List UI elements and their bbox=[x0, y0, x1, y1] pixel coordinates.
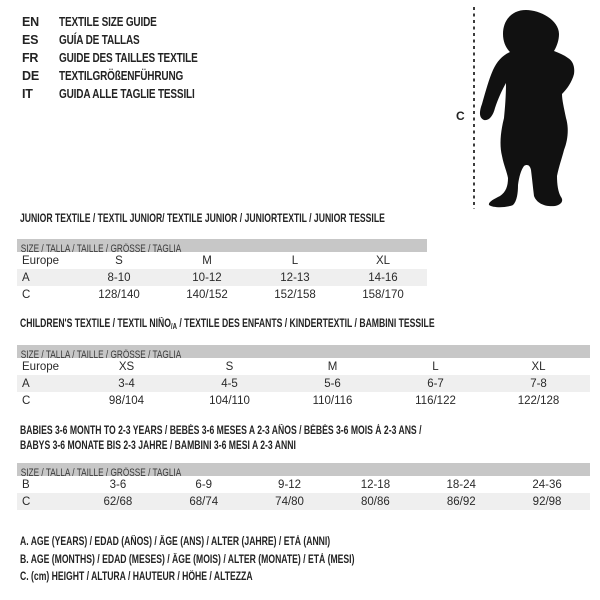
table-title-line bbox=[20, 317, 435, 334]
row-label: Europe bbox=[22, 360, 60, 373]
language-code: FR bbox=[22, 51, 39, 65]
table-row bbox=[17, 358, 590, 375]
title-text: / TEXTILE DES ENFANTS / KINDERTEXTIL / BAMBINI TESSILE bbox=[176, 318, 435, 330]
size-cell: 6-9 bbox=[195, 478, 213, 491]
row-label: A bbox=[22, 377, 30, 390]
title-text: JUNIOR TEXTILE / TEXTIL JUNIOR/ TEXTILE JUNIOR / JUNIORTEXTIL / JUNIOR TESSILE bbox=[20, 213, 385, 225]
size-header-bar bbox=[17, 463, 590, 476]
size-cell: 3-6 bbox=[109, 478, 127, 491]
size-cell: 62/68 bbox=[103, 495, 133, 508]
size-header-bar bbox=[17, 239, 427, 252]
size-header-bar bbox=[17, 345, 590, 358]
size-cell: S bbox=[115, 254, 123, 267]
language-title: TEXTILE SIZE GUIDE bbox=[59, 15, 157, 29]
table-title-line bbox=[20, 439, 421, 454]
size-cell: 10-12 bbox=[192, 271, 222, 284]
title-text: BABYS 3-6 MONATE BIS 2-3 JAHRE / BAMBINI 3-6 MESI A 2-3 ANNI bbox=[20, 440, 296, 452]
row-label: A bbox=[22, 271, 30, 284]
row-label: C bbox=[22, 394, 31, 407]
size-header-label: SIZE / TALLA / TAILLE / GRÖSSE / TAGLIA bbox=[20, 349, 182, 358]
size-table bbox=[17, 252, 427, 303]
table-block bbox=[17, 463, 590, 510]
table-row bbox=[17, 375, 590, 392]
size-table bbox=[17, 476, 590, 510]
language-row bbox=[22, 31, 232, 49]
table-title-line bbox=[20, 424, 421, 439]
table-row bbox=[17, 252, 427, 269]
size-cell: 110/116 bbox=[312, 394, 353, 407]
table-title bbox=[20, 212, 506, 227]
size-cell: 7-8 bbox=[530, 377, 547, 390]
language-row bbox=[22, 49, 232, 67]
size-header-label: SIZE / TALLA / TAILLE / GRÖSSE / TAGLIA bbox=[20, 467, 182, 476]
size-cell: 3-4 bbox=[118, 377, 135, 390]
size-cell: 4-5 bbox=[221, 377, 238, 390]
height-label: C bbox=[456, 109, 465, 123]
language-row bbox=[22, 13, 232, 31]
footnotes bbox=[20, 534, 466, 587]
language-list bbox=[22, 13, 232, 103]
language-row bbox=[22, 67, 232, 85]
size-cell: 98/104 bbox=[108, 394, 145, 407]
table-row bbox=[17, 269, 427, 286]
toddler-silhouette-icon bbox=[476, 8, 596, 208]
size-cell: 86/92 bbox=[446, 495, 476, 508]
size-cell: XS bbox=[118, 360, 135, 373]
title-text: BABIES 3-6 MONTH TO 2-3 YEARS / BEBÉS 3-6 MESES A 2-3 AÑOS / BÉBÉS 3-6 MOIS À 2-3 ANS / bbox=[20, 425, 422, 437]
size-cell: 12-18 bbox=[360, 478, 391, 491]
table-block bbox=[17, 345, 590, 409]
language-title: GUÍA DE TALLAS bbox=[59, 33, 140, 47]
size-cell: 74/80 bbox=[275, 495, 304, 508]
size-cell: 80/86 bbox=[361, 495, 390, 508]
table-row bbox=[17, 476, 590, 493]
size-cell: 6-7 bbox=[427, 377, 444, 390]
language-code: ES bbox=[22, 33, 39, 47]
size-cell: M bbox=[202, 254, 212, 267]
size-cell: 9-12 bbox=[278, 478, 302, 491]
size-cell: 158/170 bbox=[362, 288, 404, 301]
row-label: Europe bbox=[22, 254, 60, 267]
language-code: DE bbox=[22, 69, 39, 83]
size-cell: 5-6 bbox=[324, 377, 341, 390]
row-label: B bbox=[22, 478, 30, 491]
size-cell: 18-24 bbox=[446, 478, 476, 491]
title-text: CHILDREN'S TEXTILE / TEXTIL NIÑO bbox=[20, 318, 171, 330]
size-cell: 116/122 bbox=[415, 394, 456, 407]
size-cell: 24-36 bbox=[532, 478, 562, 491]
row-label: C bbox=[22, 495, 31, 508]
size-cell: 14-16 bbox=[368, 271, 398, 284]
title-subscript: /A bbox=[170, 322, 177, 331]
size-cell: 122/128 bbox=[517, 394, 560, 407]
size-cell: 140/152 bbox=[186, 288, 228, 301]
table-row bbox=[17, 493, 590, 510]
language-code: IT bbox=[22, 87, 33, 101]
footnote: C. (cm) HEIGHT / ALTURA / HAUTEUR / HÖHE / ALTEZZA bbox=[20, 571, 253, 583]
size-cell: 152/158 bbox=[274, 288, 316, 301]
size-cell: 104/110 bbox=[209, 394, 250, 407]
size-cell: S bbox=[225, 360, 234, 373]
size-cell: XL bbox=[375, 254, 391, 267]
language-row bbox=[22, 85, 232, 103]
height-dashed-line-icon bbox=[473, 7, 475, 209]
language-code: EN bbox=[22, 15, 39, 29]
table-title-line bbox=[20, 212, 385, 227]
language-title: TEXTILGRÖßENFÜHRUNG bbox=[59, 69, 184, 83]
language-title: GUIDA ALLE TAGLIE TESSILI bbox=[59, 87, 195, 101]
table-title bbox=[20, 317, 573, 334]
size-cell: M bbox=[327, 360, 338, 373]
footnote: B. AGE (MONTHS) / EDAD (MESES) / ÂGE (MOIS) / ALTER (MONATE) / ETÀ (MESI) bbox=[20, 553, 355, 566]
size-cell: 128/140 bbox=[98, 288, 140, 301]
size-cell: L bbox=[291, 254, 299, 267]
size-header-label: SIZE / TALLA / TAILLE / GRÖSSE / TAGLIA bbox=[20, 243, 182, 252]
size-cell: 12-13 bbox=[280, 271, 310, 284]
size-table bbox=[17, 358, 590, 409]
size-cell: 68/74 bbox=[189, 495, 219, 508]
table-row bbox=[17, 392, 590, 409]
table-title bbox=[20, 424, 555, 454]
size-cell: 92/98 bbox=[532, 495, 562, 508]
table-block bbox=[17, 239, 427, 303]
size-cell: L bbox=[432, 360, 439, 373]
row-label: C bbox=[22, 288, 31, 301]
footnote: A. AGE (YEARS) / EDAD (AÑOS) / ÂGE (ANS) / ALTER (JAHRE) / ETÀ (ANNI) bbox=[20, 536, 331, 548]
table-row bbox=[17, 286, 427, 303]
language-title: GUIDE DES TAILLES TEXTILE bbox=[59, 51, 198, 65]
size-cell: 8-10 bbox=[107, 271, 131, 284]
size-cell: XL bbox=[531, 360, 546, 373]
